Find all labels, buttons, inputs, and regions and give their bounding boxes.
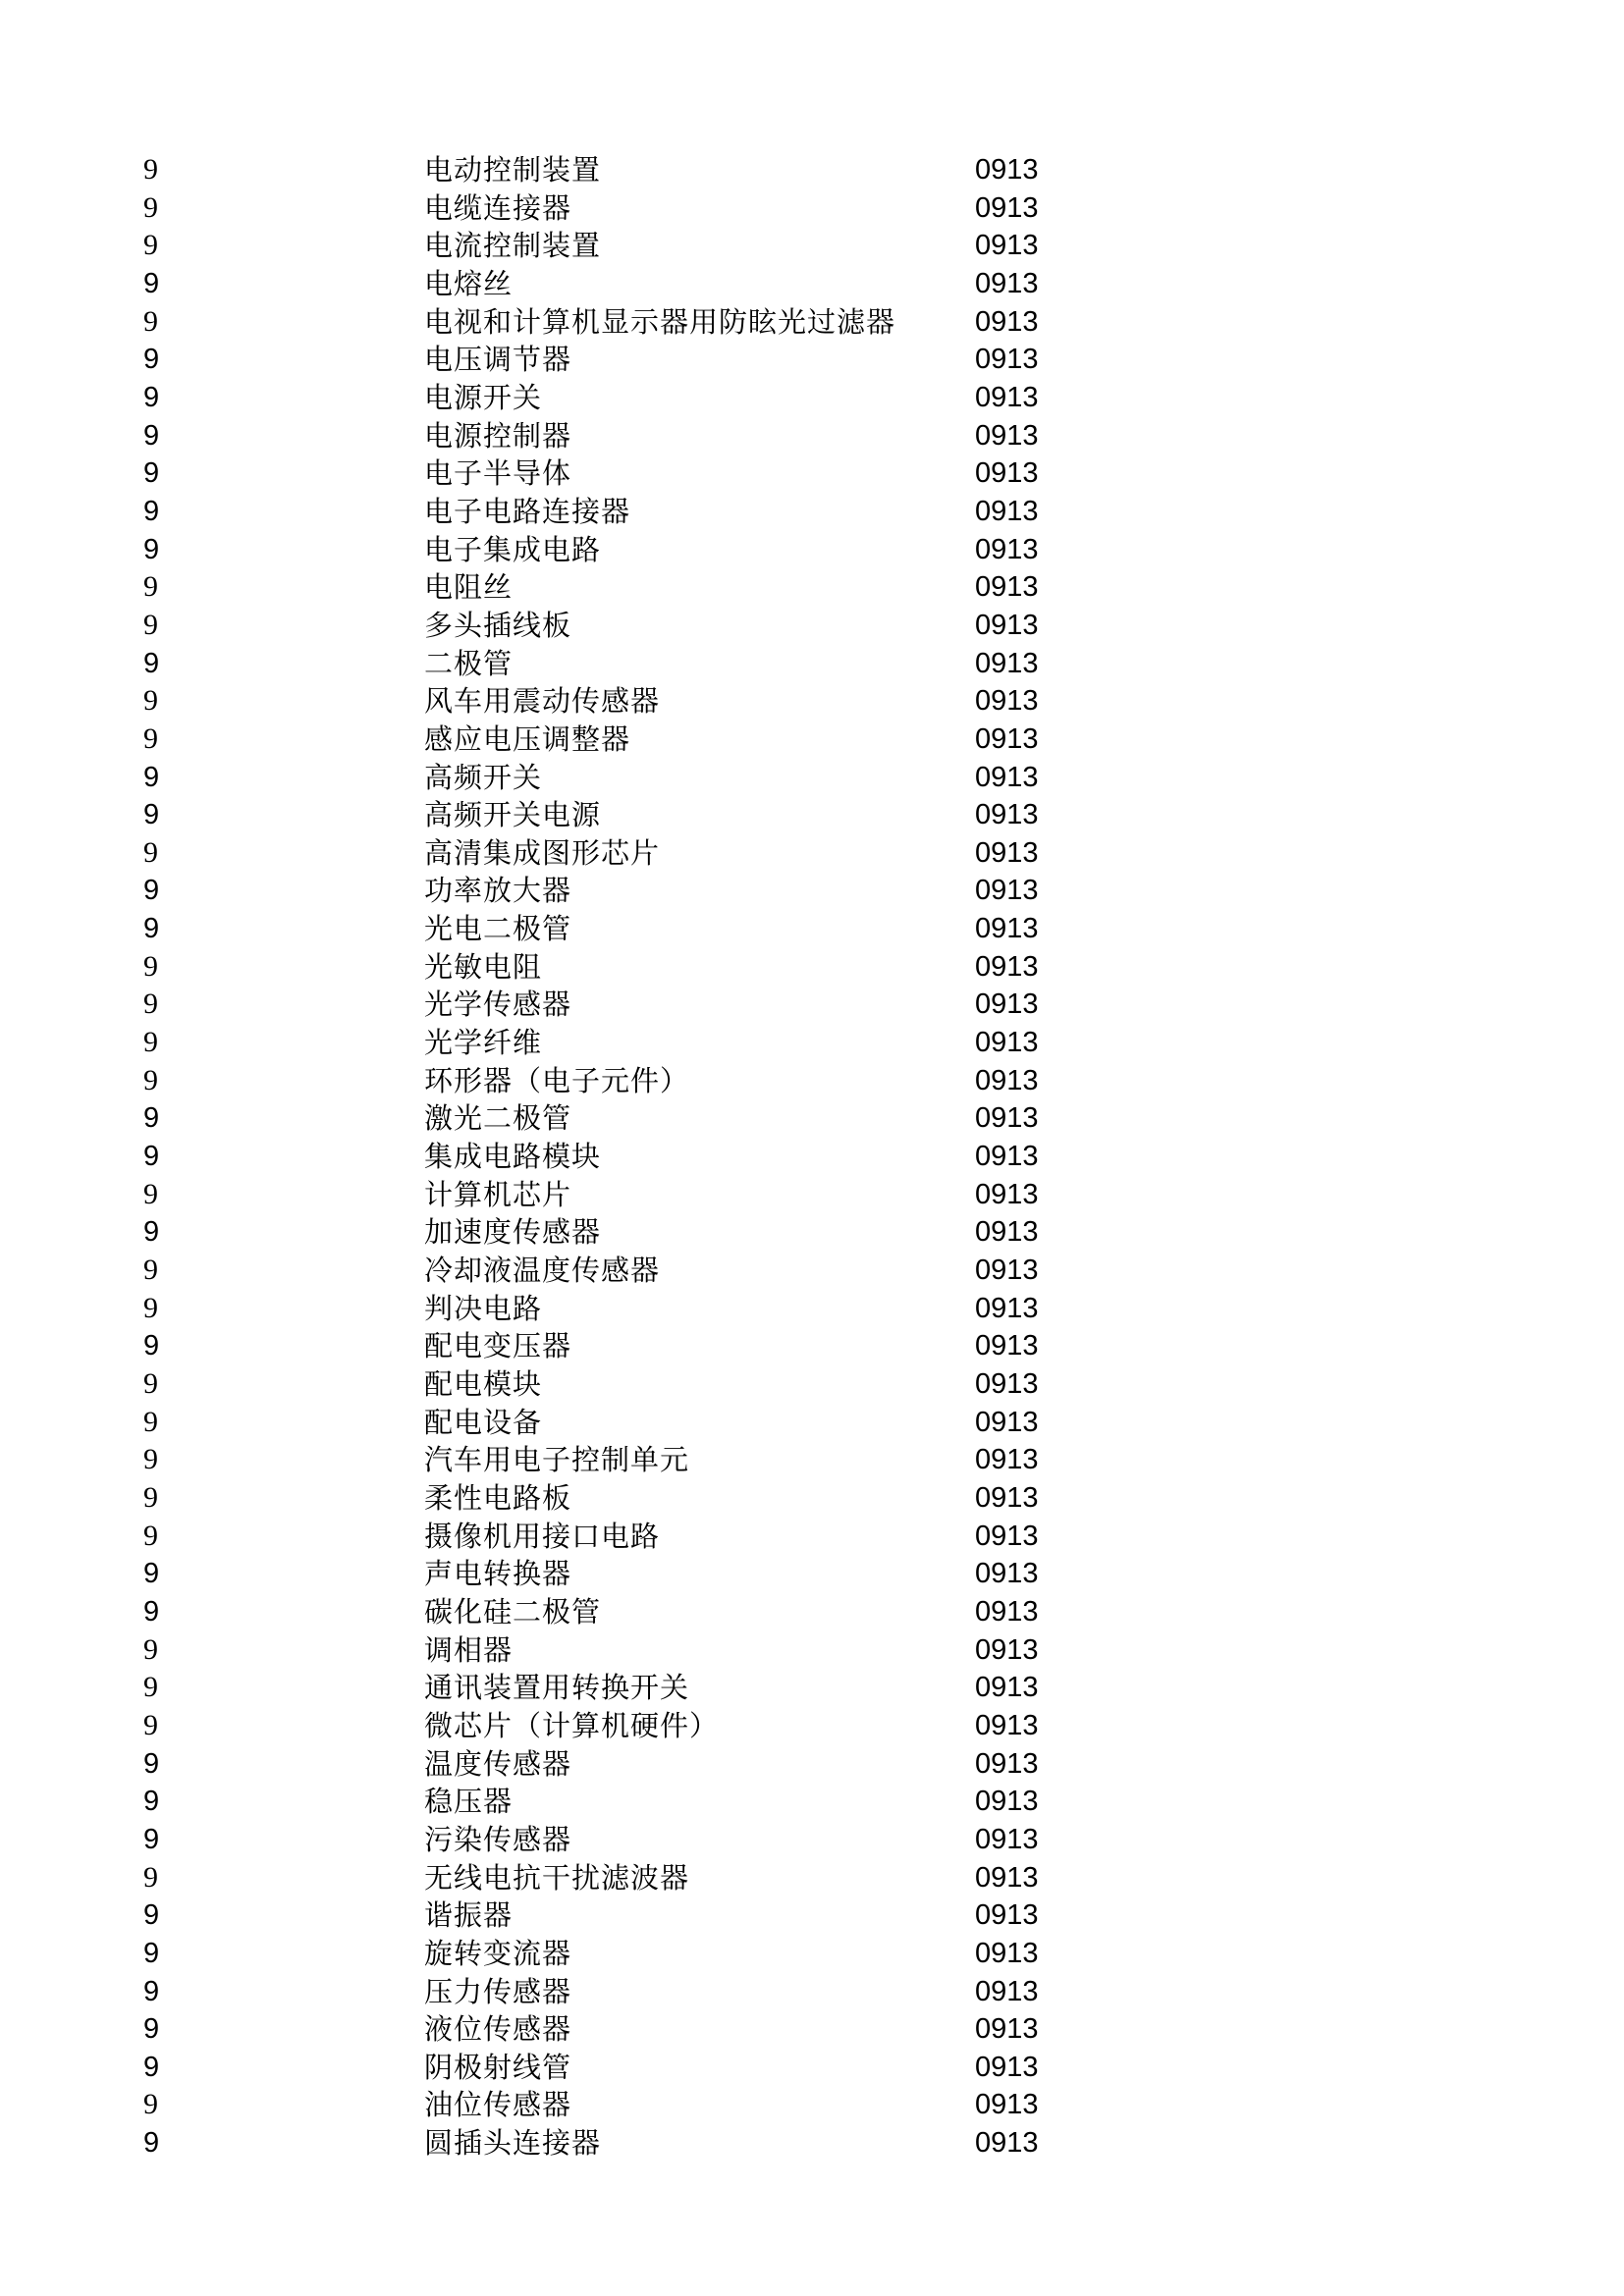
item-name-cell: 光敏电阻 [424,949,543,984]
class-number-cell: 9 [143,1786,160,1818]
group-code-cell: 0913 [975,191,1039,224]
table-row [0,1896,1624,1935]
group-code-cell: 0913 [975,1292,1039,1324]
class-number-cell: 9 [143,1330,160,1362]
table-row [0,1404,1624,1442]
item-name-cell: 无线电抗干扰滤波器 [424,1860,690,1895]
class-number-cell: 9 [143,1443,158,1476]
table-row [0,1290,1624,1328]
item-name-cell: 多头插线板 [424,608,572,642]
table-row [0,1062,1624,1100]
item-name-cell: 碳化硅二极管 [424,1594,602,1629]
group-code-cell: 0913 [975,1178,1039,1210]
table-row [0,1821,1624,1859]
item-name-cell: 光学纤维 [424,1026,543,1060]
class-number-cell: 9 [143,495,160,527]
item-name-cell: 配电设备 [424,1405,543,1439]
item-name-cell: 调相器 [424,1632,514,1667]
table-row [0,2124,1624,2163]
group-code-cell: 0913 [975,1672,1039,1704]
class-number-cell: 9 [143,381,160,413]
group-code-cell: 0913 [975,267,1039,299]
table-row [0,1593,1624,1631]
group-code-cell: 0913 [975,1558,1039,1590]
class-number-cell: 9 [143,344,160,376]
class-number-cell: 9 [143,267,160,299]
table-row [0,1365,1624,1404]
group-code-cell: 0913 [975,1444,1039,1476]
group-code-cell: 0913 [975,836,1039,869]
item-name-cell: 通讯装置用转换开关 [424,1671,690,1705]
group-code-cell: 0913 [975,1975,1039,2007]
class-number-cell: 9 [143,988,158,1021]
table-row [0,493,1624,531]
group-code-cell: 0913 [975,230,1039,262]
item-name-cell: 高清集成图形芯片 [424,835,661,870]
table-row [0,1176,1624,1214]
item-name-cell: 电流控制装置 [424,229,602,263]
group-code-cell: 0913 [975,2013,1039,2046]
class-number-cell: 9 [143,913,160,945]
class-number-cell: 9 [143,761,160,793]
group-code-cell: 0913 [975,2127,1039,2160]
group-code-cell: 0913 [975,1595,1039,1628]
table-row [0,1631,1624,1670]
group-code-cell: 0913 [975,571,1039,604]
group-code-cell: 0913 [975,533,1039,565]
group-code-cell: 0913 [975,685,1039,718]
group-code-cell: 0913 [975,457,1039,490]
item-name-cell: 光学传感器 [424,988,572,1022]
group-code-cell: 0913 [975,1520,1039,1552]
group-code-cell: 0913 [975,305,1039,338]
class-number-cell: 9 [143,721,158,755]
group-code-cell: 0913 [975,799,1039,831]
class-number-cell: 9 [143,1102,160,1135]
item-name-cell: 声电转换器 [424,1557,572,1591]
class-number-cell: 9 [143,1177,158,1210]
table-row [0,1707,1624,1745]
class-number-cell: 9 [143,835,158,869]
item-name-cell: 压力传感器 [424,1974,572,2008]
table-row [0,2086,1624,2124]
class-number-cell: 9 [143,1063,158,1096]
table-row [0,227,1624,265]
group-code-cell: 0913 [975,1255,1039,1287]
class-number-cell: 9 [143,304,158,338]
group-code-cell: 0913 [975,1709,1039,1741]
group-code-cell: 0913 [975,609,1039,641]
table-row [0,759,1624,797]
class-number-cell: 9 [143,1254,158,1287]
class-number-cell: 9 [143,1026,158,1059]
group-code-cell: 0913 [975,722,1039,755]
item-name-cell: 加速度传感器 [424,1215,602,1250]
table-row [0,1138,1624,1176]
group-code-cell: 0913 [975,647,1039,679]
table-row [0,2049,1624,2087]
class-number-cell: 9 [143,647,160,679]
table-row [0,1669,1624,1707]
item-name-cell: 冷却液温度传感器 [424,1254,661,1288]
table-row [0,568,1624,607]
class-number-cell: 9 [143,1671,158,1704]
item-name-cell: 高频开关电源 [424,798,602,832]
group-code-cell: 0913 [975,1027,1039,1059]
goods-list [0,151,1624,2163]
group-code-cell: 0913 [975,2089,1039,2121]
table-row [0,1518,1624,1556]
item-name-cell: 激光二极管 [424,1101,572,1136]
group-code-cell: 0913 [975,2051,1039,2083]
item-name-cell: 微芯片（计算机硬件） [424,1708,720,1742]
item-name-cell: 旋转变流器 [424,1936,572,1970]
class-number-cell: 9 [143,1860,158,1894]
group-code-cell: 0913 [975,1330,1039,1362]
table-row [0,2010,1624,2049]
class-number-cell: 9 [143,1405,158,1438]
class-number-cell: 9 [143,457,160,490]
item-name-cell: 电子半导体 [424,456,572,491]
table-row [0,189,1624,228]
group-code-cell: 0913 [975,1899,1039,1932]
item-name-cell: 圆插头连接器 [424,2126,602,2161]
item-name-cell: 电动控制装置 [424,153,602,187]
class-number-cell: 9 [143,875,160,907]
group-code-cell: 0913 [975,1861,1039,1894]
group-code-cell: 0913 [975,1406,1039,1438]
group-code-cell: 0913 [975,988,1039,1021]
table-row [0,1479,1624,1518]
item-name-cell: 计算机芯片 [424,1177,572,1211]
table-row [0,1252,1624,1290]
item-name-cell: 光电二极管 [424,912,572,946]
class-number-cell: 9 [143,684,158,718]
table-row [0,417,1624,455]
class-number-cell: 9 [143,1937,160,1969]
table-row [0,910,1624,948]
class-number-cell: 9 [143,1141,160,1173]
table-row [0,1555,1624,1593]
class-number-cell: 9 [143,1595,160,1628]
class-number-cell: 9 [143,608,158,641]
class-number-cell: 9 [143,153,158,186]
item-name-cell: 配电变压器 [424,1329,572,1363]
item-name-cell: 二极管 [424,646,514,680]
table-row [0,872,1624,910]
group-code-cell: 0913 [975,1064,1039,1096]
item-name-cell: 风车用震动传感器 [424,684,661,719]
group-code-cell: 0913 [975,419,1039,452]
item-name-cell: 电子集成电路 [424,532,602,566]
class-number-cell: 9 [143,2013,160,2046]
item-name-cell: 汽车用电子控制单元 [424,1443,690,1477]
group-code-cell: 0913 [975,1216,1039,1249]
class-number-cell: 9 [143,799,160,831]
item-name-cell: 判决电路 [424,1291,543,1325]
item-name-cell: 环形器（电子元件） [424,1063,690,1097]
group-code-cell: 0913 [975,1937,1039,1969]
item-name-cell: 电熔丝 [424,266,514,300]
class-number-cell: 9 [143,1975,160,2007]
group-code-cell: 0913 [975,154,1039,186]
table-row [0,1213,1624,1252]
group-code-cell: 0913 [975,1823,1039,1855]
group-code-cell: 0913 [975,1481,1039,1514]
class-number-cell: 9 [143,1216,160,1249]
table-row [0,834,1624,873]
item-name-cell: 功率放大器 [424,874,572,908]
table-row [0,303,1624,342]
item-name-cell: 电缆连接器 [424,190,572,225]
item-name-cell: 温度传感器 [424,1746,572,1781]
table-row [0,796,1624,834]
table-row [0,1859,1624,1897]
table-row [0,645,1624,683]
group-code-cell: 0913 [975,875,1039,907]
group-code-cell: 0913 [975,495,1039,527]
group-code-cell: 0913 [975,913,1039,945]
table-row [0,151,1624,189]
table-row [0,531,1624,569]
class-number-cell: 9 [143,2051,160,2083]
table-row [0,607,1624,645]
item-name-cell: 电源开关 [424,380,543,414]
item-name-cell: 油位传感器 [424,2088,572,2122]
table-row [0,265,1624,303]
class-number-cell: 9 [143,1899,160,1932]
class-number-cell: 9 [143,1747,160,1780]
class-number-cell: 9 [143,570,158,604]
group-code-cell: 0913 [975,1747,1039,1780]
table-row [0,721,1624,759]
item-name-cell: 阴极射线管 [424,2050,572,2084]
table-row [0,454,1624,493]
group-code-cell: 0913 [975,1141,1039,1173]
group-code-cell: 0913 [975,381,1039,413]
table-row [0,1024,1624,1062]
item-name-cell: 谐振器 [424,1898,514,1933]
group-code-cell: 0913 [975,1786,1039,1818]
class-number-cell: 9 [143,533,160,565]
item-name-cell: 柔性电路板 [424,1480,572,1515]
group-code-cell: 0913 [975,761,1039,793]
class-number-cell: 9 [143,1632,158,1666]
item-name-cell: 电源控制器 [424,418,572,453]
class-number-cell: 9 [143,1708,158,1741]
item-name-cell: 感应电压调整器 [424,721,631,756]
item-name-cell: 配电模块 [424,1367,543,1401]
group-code-cell: 0913 [975,1102,1039,1135]
table-row [0,1935,1624,1973]
class-number-cell: 9 [143,229,158,262]
item-name-cell: 稳压器 [424,1785,514,1819]
group-code-cell: 0913 [975,344,1039,376]
table-row [0,1783,1624,1821]
item-name-cell: 高频开关 [424,760,543,794]
group-code-cell: 0913 [975,1368,1039,1400]
item-name-cell: 集成电路模块 [424,1140,602,1174]
item-name-cell: 电阻丝 [424,570,514,605]
table-row [0,1441,1624,1479]
class-number-cell: 9 [143,1367,158,1400]
table-row [0,986,1624,1024]
table-row [0,948,1624,987]
class-number-cell: 9 [143,2127,160,2160]
item-name-cell: 摄像机用接口电路 [424,1519,661,1553]
class-number-cell: 9 [143,1823,160,1855]
table-row [0,1099,1624,1138]
item-name-cell: 电视和计算机显示器用防眩光过滤器 [424,304,896,339]
class-number-cell: 9 [143,1558,160,1590]
table-row [0,341,1624,379]
table-row [0,1745,1624,1784]
group-code-cell: 0913 [975,1633,1039,1666]
item-name-cell: 液位传感器 [424,2012,572,2047]
table-row [0,682,1624,721]
class-number-cell: 9 [143,419,160,452]
class-number-cell: 9 [143,1291,158,1324]
class-number-cell: 9 [143,190,158,224]
item-name-cell: 电子电路连接器 [424,494,631,528]
table-row [0,1973,1624,2011]
table-row [0,1327,1624,1365]
class-number-cell: 9 [143,1480,158,1514]
item-name-cell: 污染传感器 [424,1822,572,1856]
class-number-cell: 9 [143,949,158,983]
class-number-cell: 9 [143,2088,158,2121]
item-name-cell: 电压调节器 [424,343,572,377]
group-code-cell: 0913 [975,950,1039,983]
class-number-cell: 9 [143,1519,158,1552]
table-row [0,379,1624,417]
